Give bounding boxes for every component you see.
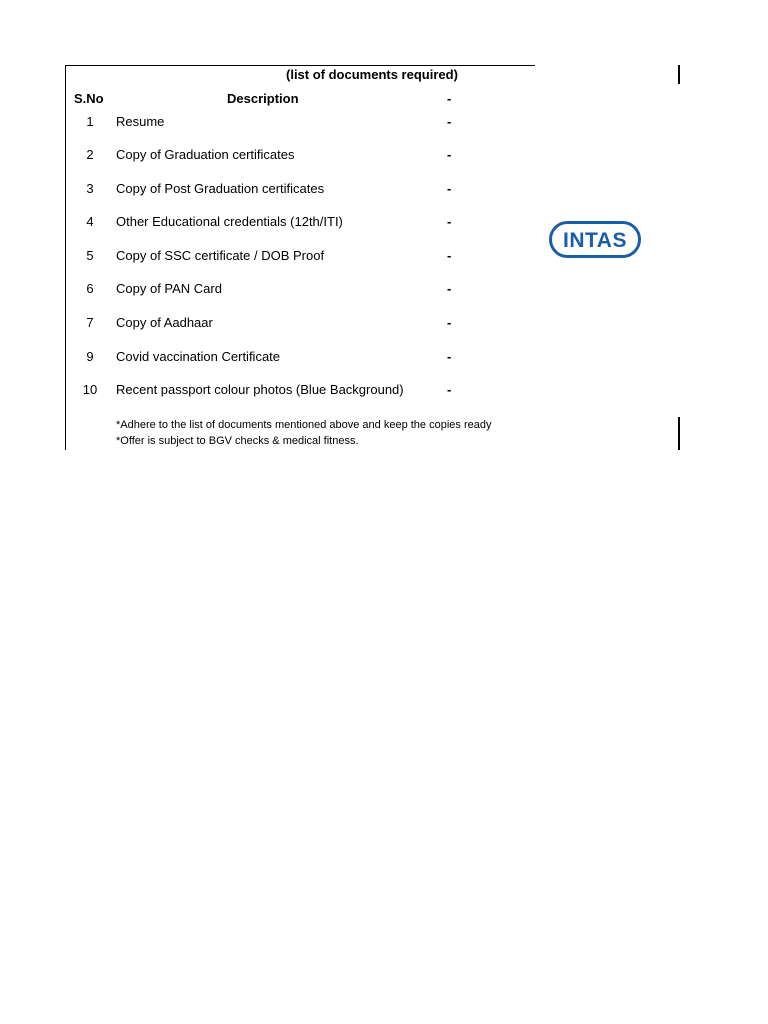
page-edge-marker-bottom xyxy=(678,417,680,450)
row-description: Copy of Post Graduation certificates xyxy=(116,181,325,196)
table-top-border xyxy=(65,65,535,66)
row-number: 10 xyxy=(82,382,98,397)
intas-logo xyxy=(549,221,641,258)
table-row xyxy=(0,214,535,232)
row-description: Copy of SSC certificate / DOB Proof xyxy=(116,248,325,263)
column-header-sno: S.No xyxy=(74,91,104,106)
row-status: - xyxy=(447,349,452,364)
row-number: 3 xyxy=(86,181,94,196)
table-row xyxy=(0,349,535,367)
row-number: 5 xyxy=(86,248,94,263)
row-status: - xyxy=(447,281,452,296)
row-status: - xyxy=(447,248,452,263)
row-description: Copy of Aadhaar xyxy=(116,315,213,330)
page-edge-marker-top xyxy=(678,65,680,84)
document-title: (list of documents required) xyxy=(286,67,458,82)
row-number: 2 xyxy=(86,147,94,162)
row-number: 9 xyxy=(86,349,94,364)
row-description: Resume xyxy=(116,114,165,129)
table-row xyxy=(0,147,535,165)
row-status: - xyxy=(447,114,452,129)
row-description: Copy of Graduation certificates xyxy=(116,147,295,162)
row-status: - xyxy=(447,382,452,397)
row-description: Covid vaccination Certificate xyxy=(116,349,281,364)
footnote-documents: *Adhere to the list of documents mentioned above and keep the copies ready xyxy=(116,419,492,431)
row-number: 1 xyxy=(86,114,94,129)
column-header-description: Description xyxy=(227,91,299,106)
table-row xyxy=(0,181,535,199)
row-number: 7 xyxy=(86,315,94,330)
logo-text: INTAS xyxy=(563,229,627,252)
row-description: Recent passport colour photos (Blue Background) xyxy=(116,382,404,397)
row-status: - xyxy=(447,214,452,229)
row-number: 4 xyxy=(86,214,94,229)
row-description: Copy of PAN Card xyxy=(116,281,222,296)
row-status: - xyxy=(447,315,452,330)
footnote-offer: *Offer is subject to BGV checks & medical fitness. xyxy=(116,435,359,447)
row-status: - xyxy=(447,147,452,162)
table-row xyxy=(0,382,535,400)
row-description: Other Educational credentials (12th/ITI) xyxy=(116,214,343,229)
table-row xyxy=(0,315,535,333)
table-row xyxy=(0,114,535,132)
table-row xyxy=(0,248,535,266)
row-number: 6 xyxy=(86,281,94,296)
table-row xyxy=(0,281,535,299)
column-header-status: - xyxy=(447,91,452,106)
row-status: - xyxy=(447,181,452,196)
